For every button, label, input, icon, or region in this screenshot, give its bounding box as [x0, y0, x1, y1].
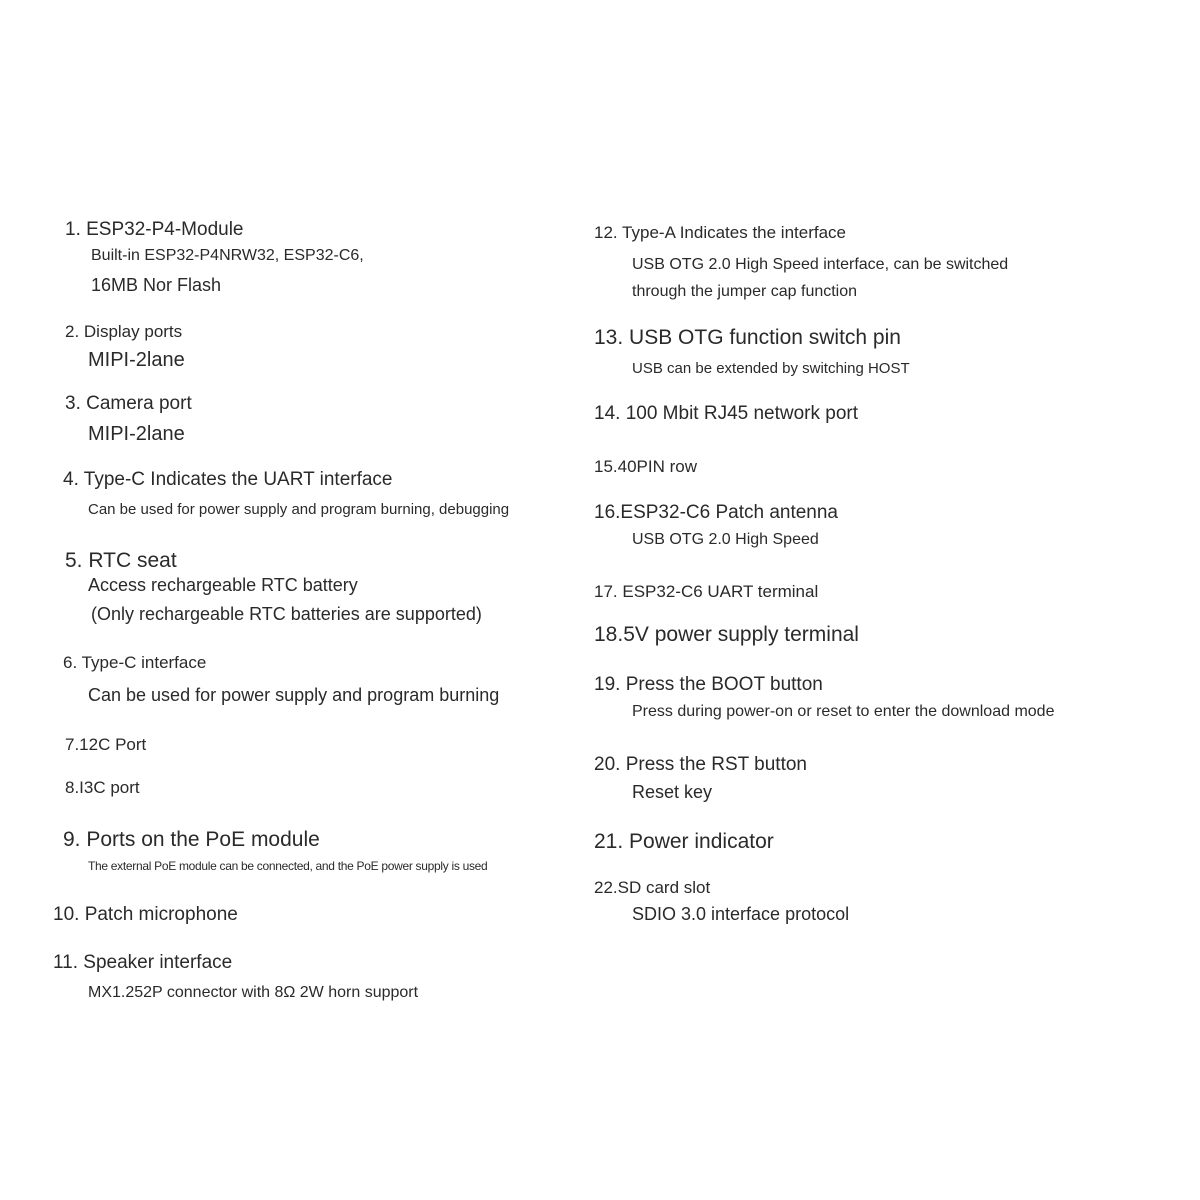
- item-19-title: 19. Press the BOOT button: [594, 674, 823, 695]
- item-17-title: 17. ESP32-C6 UART terminal: [594, 582, 819, 601]
- item-22-title: 22.SD card slot: [594, 878, 711, 897]
- item-20-title: 20. Press the RST button: [594, 754, 807, 775]
- item-21-title: 21. Power indicator: [594, 830, 774, 853]
- item-1-desc-2: 16MB Nor Flash: [91, 275, 222, 295]
- item-20-desc-1: Reset key: [632, 782, 713, 802]
- item-19-desc-1: Press during power-on or reset to enter the download mode: [632, 703, 1055, 720]
- item-5-desc-2: (Only rechargeable RTC batteries are supported): [91, 604, 482, 624]
- item-10-title: 10. Patch microphone: [53, 904, 238, 925]
- item-22-desc-1: SDIO 3.0 interface protocol: [632, 904, 850, 924]
- item-5-title: 5. RTC seat: [65, 549, 177, 572]
- item-3-desc-1: MIPI-2lane: [88, 423, 185, 445]
- item-16-title: 16.ESP32-C6 Patch antenna: [594, 502, 839, 523]
- item-16-desc-1: USB OTG 2.0 High Speed: [632, 531, 819, 548]
- item-7-title: 7.12C Port: [65, 735, 147, 754]
- item-11-title: 11. Speaker interface: [53, 952, 233, 973]
- item-6-title: 6. Type-C interface: [63, 653, 207, 672]
- item-4-title: 4. Type-C Indicates the UART interface: [63, 469, 393, 490]
- item-9-desc-1: The external PoE module can be connected, and the PoE power supply is used: [88, 859, 488, 873]
- item-3-title: 3. Camera port: [65, 393, 192, 414]
- item-1-desc-1: Built-in ESP32-P4NRW32, ESP32-C6,: [91, 247, 364, 264]
- item-13-title: 13. USB OTG function switch pin: [594, 326, 901, 349]
- item-12-desc-2: through the jumper cap function: [632, 283, 858, 300]
- item-15-title: 15.40PIN row: [594, 457, 697, 476]
- item-2-desc-1: MIPI-2lane: [88, 349, 185, 371]
- item-13-desc-1: USB can be extended by switching HOST: [632, 360, 910, 377]
- item-12-title: 12. Type-A Indicates the interface: [594, 223, 847, 242]
- item-4-desc-1: Can be used for power supply and program burning, debugging: [88, 501, 510, 518]
- item-18-title: 18.5V power supply terminal: [594, 623, 859, 646]
- item-14-title: 14. 100 Mbit RJ45 network port: [594, 403, 859, 424]
- item-1-title: 1. ESP32-P4-Module: [65, 219, 244, 240]
- item-2-title: 2. Display ports: [65, 322, 183, 341]
- item-5-desc-1: Access rechargeable RTC battery: [88, 575, 358, 595]
- item-11-desc-1: MX1.252P connector with 8Ω 2W horn support: [88, 984, 419, 1001]
- item-6-desc-1: Can be used for power supply and program burning: [88, 685, 500, 705]
- item-9-title: 9. Ports on the PoE module: [63, 828, 320, 851]
- item-8-title: 8.I3C port: [65, 778, 140, 797]
- item-12-desc-1: USB OTG 2.0 High Speed interface, can be switched: [632, 256, 1009, 273]
